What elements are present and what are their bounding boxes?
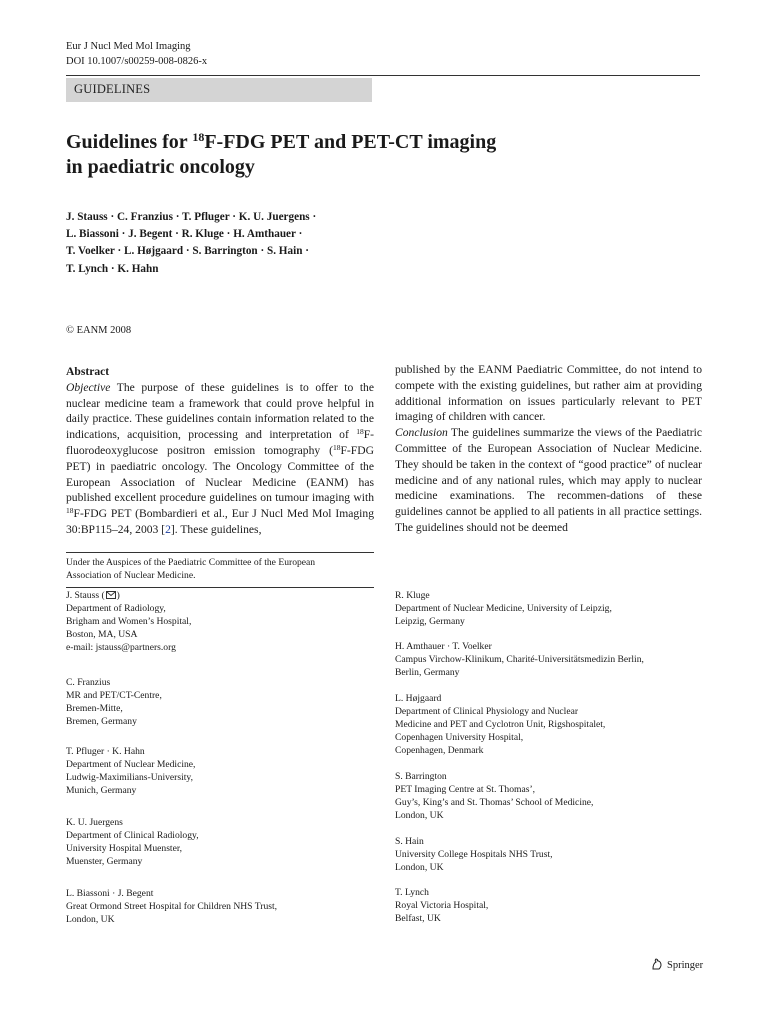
abstract-right-column — [395, 362, 702, 536]
affiliation-names: R. Kluge — [395, 590, 430, 601]
affiliation-line: Department of Clinical Radiology, — [66, 829, 199, 841]
title-line1: F-FDG PET and PET-CT imaging — [204, 131, 497, 153]
names: J. Stauss ( — [66, 590, 105, 601]
affiliation-names: H. Amthauer · T. Voelker — [395, 641, 492, 652]
affiliation-names: K. U. Juergens — [66, 817, 123, 828]
affiliation-line: London, UK — [395, 809, 444, 821]
author-line: J. Stauss · C. Franzius · T. Pfluger · K. U. Juergens · — [66, 211, 317, 223]
publisher-logo — [650, 957, 703, 974]
affiliation-block — [395, 887, 695, 926]
affiliation-line: Boston, MA, USA — [66, 628, 138, 640]
affiliation-names: L. Biassoni · J. Begent — [66, 888, 154, 899]
affiliation-line: Copenhagen University Hospital, — [395, 731, 524, 743]
superscript: 18 — [332, 442, 341, 452]
affiliation-line: Berlin, Germany — [395, 666, 460, 678]
affiliation-line: University Hospital Muenster, — [66, 842, 183, 854]
affiliation-names: S. Hain — [395, 836, 424, 847]
affiliation-line: Department of Clinical Physiology and Nuclear — [395, 705, 579, 717]
footnote-line: Under the Auspices of the Paediatric Committee of the European — [66, 557, 316, 568]
abstract-text: published by the EANM Paediatric Committee, do not intend to compete with the existing guidelines, but rather aim at providing additional information on issues particularly relevant to PET imaging of children with cancer. — [395, 363, 702, 424]
publisher-name: Springer — [667, 960, 704, 971]
abstract-left-column — [66, 364, 374, 538]
doi: DOI 10.1007/s00259-008-0826-x — [66, 55, 208, 67]
affiliation-line: PET Imaging Centre at St. Thomas’, — [395, 783, 536, 795]
reference-link[interactable]: 2 — [165, 522, 171, 536]
affiliation-block — [66, 817, 366, 869]
affiliation-line: London, UK — [395, 861, 444, 873]
title-prefix: Guidelines for — [66, 131, 193, 153]
affiliation-block — [395, 590, 695, 629]
abstract-text: ]. These guidelines, — [170, 522, 262, 536]
section-bar — [66, 78, 372, 102]
affiliation-line: Leipzig, Germany — [395, 615, 465, 627]
abstract-text: The purpose of these guidelines is to offer to the nuclear medicine team a framework that could prove helpful in daily practice. These guidelines contain information related to the indications, acquisition, processing and interpretation of — [66, 380, 374, 442]
journal-name: Eur J Nucl Med Mol Imaging — [66, 41, 191, 52]
section-label: GUIDELINES — [74, 82, 151, 96]
abstract-text: F-fluorodeoxyglucose positron emission tomography ( — [66, 428, 374, 457]
affiliation-line: Guy’s, King’s and St. Thomas’ School of Medicine, — [395, 796, 594, 808]
affiliation-line: Bremen-Mitte, — [66, 702, 123, 714]
affiliation-block — [395, 641, 695, 680]
author-line: L. Biassoni · J. Begent · R. Kluge · H. Amthauer · — [66, 228, 303, 241]
copyright: © EANM 2008 — [66, 325, 132, 336]
affiliation-block — [66, 677, 366, 729]
affiliation-block — [66, 746, 366, 798]
springer-horse-icon — [650, 957, 664, 974]
journal-header — [66, 40, 207, 69]
author-list — [66, 209, 386, 278]
affiliation-block — [395, 693, 695, 758]
superscript: 18 — [66, 506, 74, 516]
conclusion-label: Conclusion — [395, 426, 448, 440]
title-isotope: 18 — [192, 130, 205, 144]
affiliation-line: Belfast, UK — [395, 912, 441, 924]
affiliation-block — [395, 836, 695, 875]
affiliation-line: Great Ormond Street Hospital for Children NHS Trust, — [66, 900, 278, 912]
names-close: ) — [116, 590, 120, 601]
author-line: T. Lynch · K. Hahn — [66, 262, 159, 275]
affiliation-names: L. Højgaard — [395, 693, 442, 704]
affiliation-line: Bremen, Germany — [66, 715, 137, 727]
affiliation-line: Copenhagen, Denmark — [395, 744, 484, 756]
affiliation-block — [395, 771, 695, 823]
envelope-icon[interactable] — [106, 591, 116, 599]
affiliation-line: Ludwig-Maximilians-University, — [66, 771, 194, 783]
abstract-heading: Abstract — [66, 365, 110, 378]
affiliation-line: Brigham and Women’s Hospital, — [66, 615, 192, 627]
affiliation-names — [66, 590, 366, 603]
author-line: T. Voelker · L. Højgaard · S. Barrington · S. Hain · — [66, 245, 309, 258]
email-link[interactable]: e-mail: jstauss@partners.org — [66, 641, 176, 653]
footnote-rule — [66, 552, 374, 553]
affiliation-names: T. Lynch — [395, 887, 429, 898]
footnote-line: Association of Nuclear Medicine. — [66, 570, 196, 582]
affiliation-line: Campus Virchow-Klinikum, Charité-Universitätsmedizin Berlin, — [395, 653, 644, 665]
footnote-rule-bottom — [66, 587, 374, 588]
article-title — [66, 130, 626, 180]
affiliation-line: University College Hospitals NHS Trust, — [395, 848, 553, 860]
affiliation-line: London, UK — [66, 913, 115, 925]
header-rule — [66, 75, 700, 76]
affiliation-names: C. Franzius — [66, 677, 111, 688]
affiliation-line: Muenster, Germany — [66, 855, 143, 867]
affiliation-line: Department of Nuclear Medicine, University of Leipzig, — [395, 602, 612, 614]
affiliation-line: Department of Nuclear Medicine, — [66, 758, 196, 770]
abstract-text: F-FDG PET (Bombardieri et al., Eur J Nucl Med Mol Imaging 30:BP115–24, 2003 [ — [66, 507, 374, 536]
abstract-text: The guidelines summarize the views of the Paediatric Committee of the European Association of Nuclear Medicine. They should be taken in the context of “good practice” of nuclear medicine and of any national rules, which may apply to nuclear medicine examinations. The recommen-dations of these guidelines cannot be applied to all patients in all practice settings. The guidelines should not be deemed — [395, 426, 702, 534]
affiliation-names: T. Pfluger · K. Hahn — [66, 746, 145, 757]
affiliation-line: Royal Victoria Hospital, — [395, 899, 489, 911]
affiliation-block — [66, 590, 366, 655]
affiliation-line: Medicine and PET and Cyclotron Unit, Rigshospitalet, — [395, 718, 606, 730]
title-line2: in paediatric oncology — [66, 156, 255, 178]
affiliation-line: Munich, Germany — [66, 784, 137, 796]
affiliation-block — [66, 888, 366, 927]
abstract-text: F-FDG PET) in paediatric oncology. The Oncology Committee of the European Association of Nuclear Medicine (EANM) has published excellent procedure guidelines on tumour imaging with — [66, 443, 374, 505]
affiliation-line: MR and PET/CT-Centre, — [66, 689, 162, 701]
footnote — [66, 556, 374, 583]
objective-label: Objective — [66, 380, 111, 394]
affiliation-names: S. Barrington — [395, 771, 447, 782]
affiliation-line: Department of Radiology, — [66, 602, 166, 614]
superscript: 18 — [356, 427, 364, 437]
